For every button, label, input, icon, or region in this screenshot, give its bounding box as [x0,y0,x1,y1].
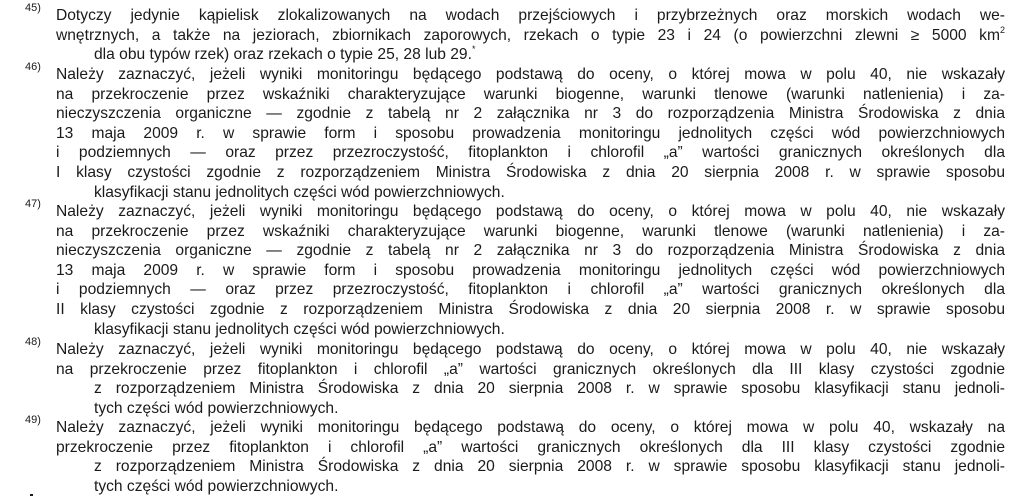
footnote-line [56,26,1005,46]
footnote-line: z rozporządzeniem Ministra Środowiska z dnia 20 sierpnia 2008 r. w sprawie sposobu klasyfikacji stanu jednoli- [94,380,1005,398]
footnote-line: Należy zaznaczyć, jeżeli wyniki monitoringu będącego podstawą do oceny, o której mowa w polu 40, nie wskazały [56,341,1005,358]
footnote-line: 13 maja 2009 r. w sprawie form i sposobu prowadzenia monitoringu jednolitych części wód powierzchniowych [56,261,1005,279]
superscript-exponent: 2 [999,24,1005,35]
footnote-line: na przekroczenie przez wskaźniki charakteryzujące warunki biogenne, warunki tlenowe (warunki natlenienia) i za- [56,85,1005,103]
footnote-line: i podziemnych — oraz przez przezroczystość, fitoplankton i chlorofil „a” wartości granicznych określonych dla [56,281,1005,299]
footnote-line: Należy zaznaczyć, jeżeli wyniki monitoringu będącego podstawą do oceny, o której mowa w polu 40, nie wskazały [56,66,1005,83]
footnote-text [56,6,1005,65]
footnote-line: klasyfikacji stanu jednolitych części wód powierzchniowych. [94,183,505,201]
footnote-text [56,202,1005,339]
footnote-number: 46) [25,61,41,73]
footnote-line: klasyfikacji stanu jednolitych części wód powierzchniowych. [94,320,505,338]
footnote-line-text: dla obu typów rzek) oraz rzekach o typie 25, 28 lub 29. [94,46,472,64]
footnote-text [56,340,1005,418]
footnote-line: Dotyczy jedynie kąpielisk zlokalizowanych na wodach przejściowych i przybrzeżnych oraz morskich wodach we- [56,7,1005,24]
footnote-line: i podziemnych — oraz przez przezroczystość, fitoplankton i chlorofil „a” wartości granicznych określonych dla [56,144,1005,162]
footnote-line: przekroczenie przez fitoplankton i chlorofil „a” wartości granicznych określonych dla III klasy czystości zgodnie [56,438,1005,456]
footnote-line: tych części wód powierzchniowych. [94,399,339,417]
footnote-line-text: wnętrznych, a także na jeziorach, zbiornikach zaporowych, rzekach o typie 23 i 24 (o powierzchni zlewni ≥ 5000 km [56,26,1000,44]
footnote-line: z rozporządzeniem Ministra Środowiska z dnia 20 sierpnia 2008 r. w sprawie sposobu klasyfikacji stanu jednoli- [94,458,1005,476]
footnote-line: II klasy czystości zgodnie z rozporządzeniem Ministra Środowiska z dnia 20 sierpnia 2008 r. w sprawie sposobu [56,300,1005,318]
footnote-line: Należy zaznaczyć, jeżeli wyniki monitoringu będącego podstawą do oceny, o której mowa w polu 40, nie wskazały [56,203,1005,220]
footnote-line [56,45,1005,65]
footnote-line: na przekroczenie przez wskaźniki charakteryzujące warunki biogenne, warunki tlenowe (warunki natlenienia) i za- [56,222,1005,240]
footnote-text [56,418,1005,496]
footnote-line: tych części wód powierzchniowych. [94,477,339,495]
footnote-number: 49) [25,414,41,426]
footnote-text [56,65,1005,202]
footnote-line: 13 maja 2009 r. w sprawie form i sposobu prowadzenia monitoringu jednolitych części wód powierzchniowych [56,124,1005,142]
footnote-line: Należy zaznaczyć, jeżeli wyniki monitoringu będącego podstawą do oceny, o której mowa w polu 40, wskazały na [56,419,1005,436]
footnote-number: 47) [25,198,41,210]
footnote-number: 45) [25,2,41,14]
footnote-line: nieczyszczenia organiczne — zgodnie z tabelą nr 2 załącznika nr 3 do rozporządzenia Ministra Środowiska z dnia [56,105,1005,123]
cropped-next-footnote-mark [30,490,40,496]
footnote-number: 48) [25,336,41,348]
footnote-line: na przekroczenie przez fitoplankton i chlorofil „a” wartości granicznych określonych dla III klasy czystości zgodnie [56,360,1005,378]
footnote-line: nieczyszczenia organiczne — zgodnie z tabelą nr 2 załącznika nr 3 do rozporządzenia Ministra Środowiska z dnia [56,242,1005,260]
superscript-asterisk: * [471,44,476,55]
footnote-line: I klasy czystości zgodnie z rozporządzeniem Ministra Środowiska z dnia 20 sierpnia 2008 r. w sprawie sposobu [56,163,1005,181]
